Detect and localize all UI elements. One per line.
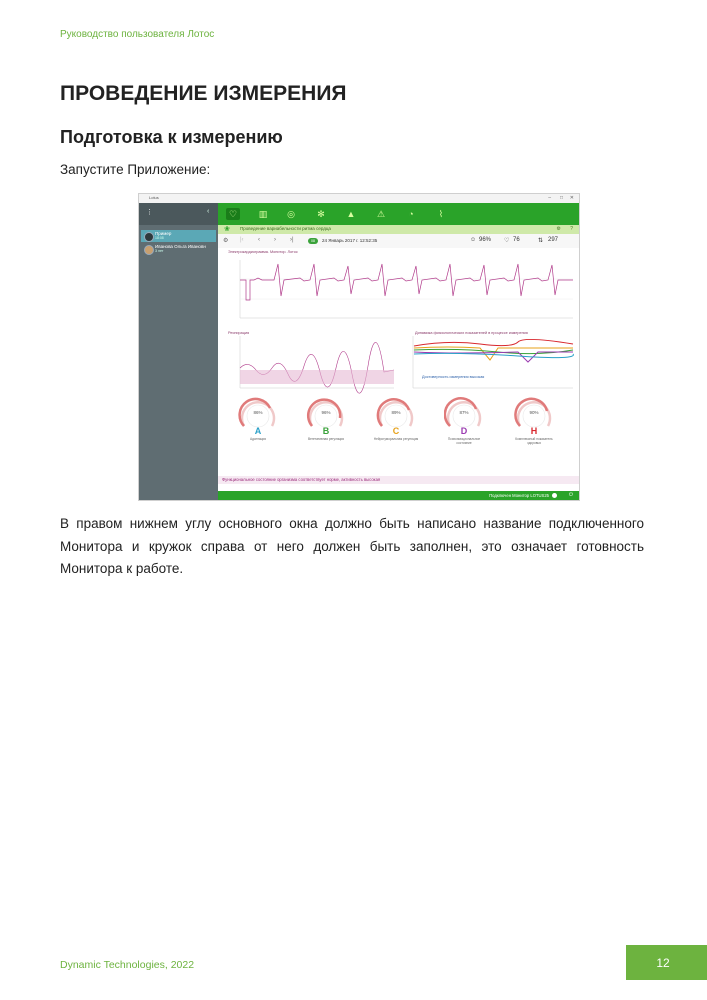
rr-count-value: 297	[548, 237, 559, 243]
respiration-chart	[240, 336, 394, 393]
ecg-chart	[240, 260, 573, 318]
stress-value: 96%	[479, 237, 492, 243]
minimize-icon[interactable]: –	[548, 195, 551, 201]
user-sub: 18:08	[155, 236, 164, 240]
avatar	[144, 245, 154, 255]
gauge-letter: C	[392, 426, 400, 436]
dynamics-chart	[413, 336, 573, 388]
assessment-status	[218, 476, 579, 484]
maximize-icon[interactable]: □	[559, 195, 563, 201]
last-page-icon[interactable]: ›|	[290, 237, 294, 243]
gauge-label: Адаптация	[249, 437, 266, 441]
help-icon[interactable]: ?	[570, 226, 573, 232]
record-badge: 08	[308, 238, 318, 244]
bar-chart-icon[interactable]: ▥	[258, 209, 268, 219]
app-statusbar	[218, 491, 579, 500]
gauge-value: 89%	[391, 410, 401, 415]
lotus-icon: ❀	[224, 226, 230, 233]
heart-rate-value: 76	[513, 237, 520, 243]
chart-area	[218, 248, 579, 484]
notification-bar	[218, 225, 579, 234]
monitor-ready-dot-icon	[552, 493, 557, 498]
gauge-value: 96%	[321, 410, 331, 415]
section-subtitle: Подготовка к измерению	[60, 127, 283, 147]
snowflake-icon[interactable]: ✻	[317, 209, 325, 219]
gauge-label: Комплексный показатель здоровья	[515, 437, 553, 445]
window-title: Lotus	[149, 195, 159, 200]
settings-icon[interactable]: ⚙	[556, 226, 561, 232]
gauge-d	[444, 396, 484, 456]
avatar	[144, 232, 154, 242]
charts-svg	[218, 248, 579, 396]
gauge-letter: B	[322, 426, 330, 436]
sidebar-user-item[interactable]	[141, 243, 216, 255]
assessment-text: Функциональное состояние организма соответствует норме, активность высокая	[222, 477, 381, 482]
gauge-a	[238, 396, 278, 456]
gauge-letter: A	[254, 426, 262, 436]
respiration-title: Респирация	[228, 331, 250, 335]
gear-icon[interactable]: ⚙	[223, 238, 229, 244]
next-icon[interactable]: ›	[274, 237, 276, 243]
section-title: ПРОВЕДЕНИЕ ИЗМЕРЕНИЯ	[60, 82, 347, 105]
intro-text: Запустите Приложение:	[60, 162, 211, 177]
body-paragraph: В правом нижнем углу основного окна должно быть написано название подключенного Монитора и кружок справа от него должен быть заполнен, это означает готовность Монитора к работе.	[60, 516, 644, 576]
dynamics-note: Достоверность измерения высокая	[422, 375, 485, 379]
chevron-left-icon[interactable]: ‹	[207, 208, 210, 215]
area-chart-icon[interactable]: ▲	[346, 209, 356, 219]
gauge-label: Психоэмоциональное состояние	[447, 437, 481, 445]
sidebar	[139, 203, 218, 500]
heart-icon: ♡	[504, 238, 510, 244]
running-header: Руководство пользователя Лотос	[60, 29, 215, 40]
sidebar-user-item[interactable]	[141, 230, 216, 242]
user-name: Иванова Ольга Ивановн	[155, 244, 206, 249]
record-navbar	[218, 234, 579, 249]
gauge-label: Вегетативная регуляция	[307, 437, 344, 441]
prev-icon[interactable]: ‹	[258, 237, 260, 243]
plug-icon[interactable]: ⏻	[569, 492, 573, 498]
warning-icon[interactable]: ⚠	[376, 209, 386, 219]
menu-icon[interactable]: ⋮	[146, 209, 153, 216]
clock-icon[interactable]: ◔	[408, 209, 414, 219]
app-toolbar	[218, 203, 579, 225]
footer-company: Dynamic Technologies, 2022	[60, 959, 195, 971]
line-chart-icon[interactable]: ⌇	[438, 209, 444, 219]
gauge-icon[interactable]: ◎	[287, 209, 295, 219]
gauge-letter: D	[460, 426, 468, 436]
heart-icon[interactable]: ♡	[226, 208, 240, 220]
close-icon[interactable]: ✕	[569, 195, 574, 201]
gauge-h	[514, 396, 554, 456]
gauge-c	[373, 396, 419, 456]
record-date: 24 Январь 2017 г. 12:52:35	[322, 238, 378, 243]
page-number: 12	[656, 956, 670, 970]
sidebar-header	[139, 203, 218, 225]
page-number-box	[626, 945, 707, 980]
user-name: Пример	[155, 231, 172, 236]
gauge-value: 86%	[253, 410, 263, 415]
gauge-label: Нейрогуморальная регуляция	[373, 437, 419, 441]
gauge-b	[306, 396, 346, 456]
app-screenshot	[138, 193, 580, 501]
first-page-icon[interactable]: |‹	[240, 237, 244, 243]
user-sub: 3 лет	[155, 249, 164, 253]
gauge-value: 90%	[529, 410, 539, 415]
gauges-row	[218, 396, 579, 476]
gauge-letter: H	[530, 426, 538, 436]
monitor-status-text: Подключен Монитор LOTUS25	[489, 493, 549, 498]
smile-icon: ☺	[470, 237, 477, 243]
gauge-value: 87%	[459, 410, 469, 415]
rr-icon: ⇅	[538, 238, 544, 244]
ecg-title: Электрокардиограмма. Монитор. Лотос	[228, 250, 298, 254]
notification-text: Проведение вариабельности ритма сердца	[240, 226, 331, 231]
dynamics-title: Динамика физиологических показателей в процессе измерения	[415, 331, 528, 335]
